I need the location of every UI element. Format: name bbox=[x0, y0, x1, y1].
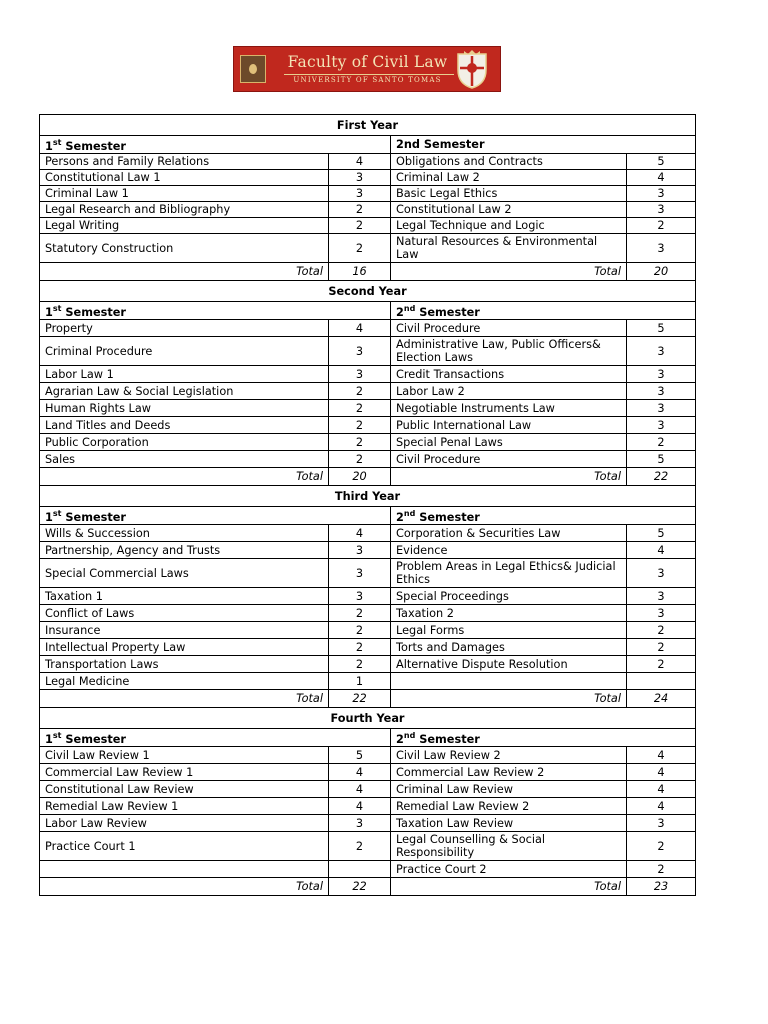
first-semester-course: Labor Law 1 bbox=[40, 366, 329, 383]
first-semester-units: 2 bbox=[329, 400, 391, 417]
first-semester-units: 3 bbox=[329, 542, 391, 559]
course-row bbox=[40, 656, 696, 673]
first-semester-units: 2 bbox=[329, 383, 391, 400]
second-semester-course: Taxation 2 bbox=[391, 605, 627, 622]
first-semester-total-label: Total bbox=[40, 263, 329, 281]
second-semester-course: Basic Legal Ethics bbox=[391, 186, 627, 202]
semester-ordinal-suffix: nd bbox=[403, 509, 416, 519]
second-semester-course: Special Penal Laws bbox=[391, 434, 627, 451]
first-semester-units: 2 bbox=[329, 234, 391, 263]
semester-number: 1 bbox=[45, 510, 53, 524]
first-semester-units: 2 bbox=[329, 218, 391, 234]
first-semester-total: 22 bbox=[329, 878, 391, 896]
course-row bbox=[40, 622, 696, 639]
first-semester-course: Special Commercial Laws bbox=[40, 559, 329, 588]
first-semester-units: 3 bbox=[329, 588, 391, 605]
second-semester-course: Legal Technique and Logic bbox=[391, 218, 627, 234]
second-semester-units: 3 bbox=[627, 186, 696, 202]
second-semester-course bbox=[391, 673, 627, 690]
course-row bbox=[40, 542, 696, 559]
second-semester-units: 5 bbox=[627, 320, 696, 337]
course-row bbox=[40, 861, 696, 878]
first-semester-course: Insurance bbox=[40, 622, 329, 639]
second-semester-course: Taxation Law Review bbox=[391, 815, 627, 832]
second-semester-heading bbox=[391, 302, 696, 320]
second-semester-course: Civil Procedure bbox=[391, 451, 627, 468]
first-semester-units: 3 bbox=[329, 366, 391, 383]
year-header-row bbox=[40, 115, 696, 136]
first-semester-course: Legal Medicine bbox=[40, 673, 329, 690]
second-semester-units: 2 bbox=[627, 434, 696, 451]
second-semester-units: 3 bbox=[627, 417, 696, 434]
first-semester-course: Land Titles and Deeds bbox=[40, 417, 329, 434]
first-semester-course: Practice Court 1 bbox=[40, 832, 329, 861]
second-semester-heading bbox=[391, 507, 696, 525]
faculty-emblem-icon bbox=[240, 55, 266, 83]
year-title: Third Year bbox=[40, 486, 696, 507]
first-semester-units: 2 bbox=[329, 451, 391, 468]
course-row bbox=[40, 434, 696, 451]
second-semester-heading bbox=[391, 136, 696, 154]
semester-ordinal-suffix: st bbox=[52, 731, 62, 741]
first-semester-units: 2 bbox=[329, 639, 391, 656]
first-semester-units: 2 bbox=[329, 605, 391, 622]
second-semester-course: Criminal Law 2 bbox=[391, 170, 627, 186]
first-semester-course: Public Corporation bbox=[40, 434, 329, 451]
course-row bbox=[40, 170, 696, 186]
first-semester-units: 4 bbox=[329, 320, 391, 337]
semester-header-row bbox=[40, 136, 696, 154]
second-semester-total-label: Total bbox=[391, 878, 627, 896]
second-semester-units: 3 bbox=[627, 815, 696, 832]
second-semester-total: 24 bbox=[627, 690, 696, 708]
first-semester-total-label: Total bbox=[40, 878, 329, 896]
second-semester-course: Credit Transactions bbox=[391, 366, 627, 383]
first-semester-course bbox=[40, 861, 329, 878]
first-semester-units: 4 bbox=[329, 525, 391, 542]
first-semester-heading bbox=[40, 136, 391, 154]
course-row bbox=[40, 337, 696, 366]
second-semester-total: 22 bbox=[627, 468, 696, 486]
university-crest-icon bbox=[454, 50, 490, 90]
first-semester-total: 16 bbox=[329, 263, 391, 281]
first-semester-course: Criminal Procedure bbox=[40, 337, 329, 366]
first-semester-course: Civil Law Review 1 bbox=[40, 747, 329, 764]
year-title: First Year bbox=[40, 115, 696, 136]
first-semester-total-label: Total bbox=[40, 468, 329, 486]
second-semester-units: 2 bbox=[627, 218, 696, 234]
course-row bbox=[40, 781, 696, 798]
first-semester-course: Sales bbox=[40, 451, 329, 468]
second-semester-units: 3 bbox=[627, 400, 696, 417]
course-row bbox=[40, 815, 696, 832]
second-semester-units: 2 bbox=[627, 622, 696, 639]
second-semester-course: Practice Court 2 bbox=[391, 861, 627, 878]
first-semester-units: 1 bbox=[329, 673, 391, 690]
second-semester-units: 3 bbox=[627, 559, 696, 588]
second-semester-course: Civil Law Review 2 bbox=[391, 747, 627, 764]
second-semester-course: Public International Law bbox=[391, 417, 627, 434]
semester-label: Semester bbox=[419, 510, 480, 524]
semester-number: 1 bbox=[45, 139, 53, 153]
semester-ordinal-suffix: st bbox=[52, 304, 62, 314]
first-semester-units: 3 bbox=[329, 186, 391, 202]
first-semester-units: 2 bbox=[329, 656, 391, 673]
first-semester-units: 3 bbox=[329, 559, 391, 588]
first-semester-course: Commercial Law Review 1 bbox=[40, 764, 329, 781]
course-row bbox=[40, 588, 696, 605]
second-semester-units: 4 bbox=[627, 542, 696, 559]
second-semester-total: 23 bbox=[627, 878, 696, 896]
first-semester-heading bbox=[40, 302, 391, 320]
first-semester-course: Legal Research and Bibliography bbox=[40, 202, 329, 218]
second-semester-course: Obligations and Contracts bbox=[391, 154, 627, 170]
banner-title: Faculty of Civil Law bbox=[287, 53, 448, 71]
second-semester-units: 4 bbox=[627, 170, 696, 186]
first-semester-units: 2 bbox=[329, 202, 391, 218]
course-row bbox=[40, 764, 696, 781]
course-row bbox=[40, 639, 696, 656]
second-semester-units: 3 bbox=[627, 337, 696, 366]
second-semester-course: Remedial Law Review 2 bbox=[391, 798, 627, 815]
second-semester-units: 4 bbox=[627, 764, 696, 781]
course-row bbox=[40, 366, 696, 383]
second-semester-units: 5 bbox=[627, 525, 696, 542]
second-semester-course: Problem Areas in Legal Ethics& Judicial Ethics bbox=[391, 559, 627, 588]
year-title: Second Year bbox=[40, 281, 696, 302]
total-row bbox=[40, 468, 696, 486]
first-semester-units: 3 bbox=[329, 337, 391, 366]
course-row bbox=[40, 559, 696, 588]
first-semester-units: 4 bbox=[329, 154, 391, 170]
course-row bbox=[40, 525, 696, 542]
course-row bbox=[40, 186, 696, 202]
second-semester-course: Evidence bbox=[391, 542, 627, 559]
total-row bbox=[40, 690, 696, 708]
second-semester-units: 2 bbox=[627, 639, 696, 656]
first-semester-course: Partnership, Agency and Trusts bbox=[40, 542, 329, 559]
course-row bbox=[40, 383, 696, 400]
second-semester-units bbox=[627, 673, 696, 690]
first-semester-course: Agrarian Law & Social Legislation bbox=[40, 383, 329, 400]
first-semester-course: Constitutional Law 1 bbox=[40, 170, 329, 186]
course-row bbox=[40, 218, 696, 234]
semester-number: 1 bbox=[45, 305, 53, 319]
course-row bbox=[40, 202, 696, 218]
course-row bbox=[40, 400, 696, 417]
course-row bbox=[40, 154, 696, 170]
semester-number: 2 bbox=[396, 510, 404, 524]
second-semester-units: 4 bbox=[627, 747, 696, 764]
semester-label: Semester bbox=[65, 732, 126, 746]
second-semester-units: 3 bbox=[627, 234, 696, 263]
semester-number: 2nd Semester bbox=[396, 138, 485, 151]
course-row bbox=[40, 747, 696, 764]
first-semester-course: Remedial Law Review 1 bbox=[40, 798, 329, 815]
semester-number: 1 bbox=[45, 732, 53, 746]
first-semester-course: Persons and Family Relations bbox=[40, 154, 329, 170]
first-semester-heading bbox=[40, 729, 391, 747]
second-semester-units: 4 bbox=[627, 798, 696, 815]
first-semester-course: Criminal Law 1 bbox=[40, 186, 329, 202]
course-row bbox=[40, 234, 696, 263]
second-semester-course: Labor Law 2 bbox=[391, 383, 627, 400]
first-semester-total: 20 bbox=[329, 468, 391, 486]
first-semester-course: Labor Law Review bbox=[40, 815, 329, 832]
first-semester-course: Constitutional Law Review bbox=[40, 781, 329, 798]
first-semester-units: 4 bbox=[329, 781, 391, 798]
first-semester-units: 2 bbox=[329, 417, 391, 434]
second-semester-units: 2 bbox=[627, 861, 696, 878]
year-header-row bbox=[40, 708, 696, 729]
first-semester-course: Intellectual Property Law bbox=[40, 639, 329, 656]
year-header-row bbox=[40, 281, 696, 302]
first-semester-units: 2 bbox=[329, 832, 391, 861]
first-semester-units: 4 bbox=[329, 764, 391, 781]
total-row bbox=[40, 263, 696, 281]
faculty-banner bbox=[233, 46, 501, 92]
first-semester-course: Wills & Succession bbox=[40, 525, 329, 542]
banner-divider bbox=[284, 74, 454, 75]
semester-ordinal-suffix: nd bbox=[403, 304, 416, 314]
second-semester-heading bbox=[391, 729, 696, 747]
second-semester-total-label: Total bbox=[391, 263, 627, 281]
second-semester-course: Negotiable Instruments Law bbox=[391, 400, 627, 417]
curriculum-table bbox=[39, 114, 696, 896]
first-semester-course: Property bbox=[40, 320, 329, 337]
first-semester-total-label: Total bbox=[40, 690, 329, 708]
second-semester-units: 5 bbox=[627, 451, 696, 468]
second-semester-total-label: Total bbox=[391, 690, 627, 708]
second-semester-total: 20 bbox=[627, 263, 696, 281]
course-row bbox=[40, 451, 696, 468]
first-semester-heading bbox=[40, 507, 391, 525]
first-semester-units: 4 bbox=[329, 798, 391, 815]
second-semester-course: Torts and Damages bbox=[391, 639, 627, 656]
second-semester-course: Legal Forms bbox=[391, 622, 627, 639]
second-semester-course: Special Proceedings bbox=[391, 588, 627, 605]
second-semester-units: 5 bbox=[627, 154, 696, 170]
semester-label: Semester bbox=[65, 510, 126, 524]
semester-number: 2 bbox=[396, 305, 404, 319]
semester-number: 2 bbox=[396, 732, 404, 746]
first-semester-total: 22 bbox=[329, 690, 391, 708]
semester-ordinal-suffix: st bbox=[52, 509, 62, 519]
second-semester-units: 3 bbox=[627, 605, 696, 622]
second-semester-course: Administrative Law, Public Officers& Election Laws bbox=[391, 337, 627, 366]
second-semester-units: 3 bbox=[627, 202, 696, 218]
first-semester-course: Transportation Laws bbox=[40, 656, 329, 673]
first-semester-units: 3 bbox=[329, 815, 391, 832]
semester-header-row bbox=[40, 507, 696, 525]
second-semester-units: 4 bbox=[627, 781, 696, 798]
first-semester-units: 2 bbox=[329, 622, 391, 639]
second-semester-total-label: Total bbox=[391, 468, 627, 486]
second-semester-course: Constitutional Law 2 bbox=[391, 202, 627, 218]
year-header-row bbox=[40, 486, 696, 507]
first-semester-units bbox=[329, 861, 391, 878]
course-row bbox=[40, 417, 696, 434]
semester-label: Semester bbox=[419, 732, 480, 746]
semester-header-row bbox=[40, 729, 696, 747]
first-semester-course: Statutory Construction bbox=[40, 234, 329, 263]
second-semester-units: 2 bbox=[627, 832, 696, 861]
course-row bbox=[40, 798, 696, 815]
semester-label: Semester bbox=[65, 305, 126, 319]
second-semester-course: Civil Procedure bbox=[391, 320, 627, 337]
second-semester-course: Corporation & Securities Law bbox=[391, 525, 627, 542]
first-semester-course: Human Rights Law bbox=[40, 400, 329, 417]
second-semester-units: 3 bbox=[627, 383, 696, 400]
first-semester-units: 3 bbox=[329, 170, 391, 186]
course-row bbox=[40, 320, 696, 337]
second-semester-course: Legal Counselling & Social Responsibility bbox=[391, 832, 627, 861]
first-semester-course: Conflict of Laws bbox=[40, 605, 329, 622]
semester-ordinal-suffix: st bbox=[52, 138, 62, 148]
semester-header-row bbox=[40, 302, 696, 320]
second-semester-units: 2 bbox=[627, 656, 696, 673]
second-semester-course: Criminal Law Review bbox=[391, 781, 627, 798]
first-semester-units: 5 bbox=[329, 747, 391, 764]
second-semester-course: Commercial Law Review 2 bbox=[391, 764, 627, 781]
course-row bbox=[40, 832, 696, 861]
year-title: Fourth Year bbox=[40, 708, 696, 729]
second-semester-course: Alternative Dispute Resolution bbox=[391, 656, 627, 673]
course-row bbox=[40, 673, 696, 690]
second-semester-units: 3 bbox=[627, 366, 696, 383]
semester-label: Semester bbox=[419, 305, 480, 319]
total-row bbox=[40, 878, 696, 896]
second-semester-units: 3 bbox=[627, 588, 696, 605]
semester-label: Semester bbox=[65, 139, 126, 153]
first-semester-units: 2 bbox=[329, 434, 391, 451]
semester-ordinal-suffix: nd bbox=[403, 731, 416, 741]
course-row bbox=[40, 605, 696, 622]
banner-subtitle: UNIVERSITY OF SANTO TOMAS bbox=[293, 76, 442, 84]
first-semester-course: Legal Writing bbox=[40, 218, 329, 234]
second-semester-course: Natural Resources & Environmental Law bbox=[391, 234, 627, 263]
first-semester-course: Taxation 1 bbox=[40, 588, 329, 605]
